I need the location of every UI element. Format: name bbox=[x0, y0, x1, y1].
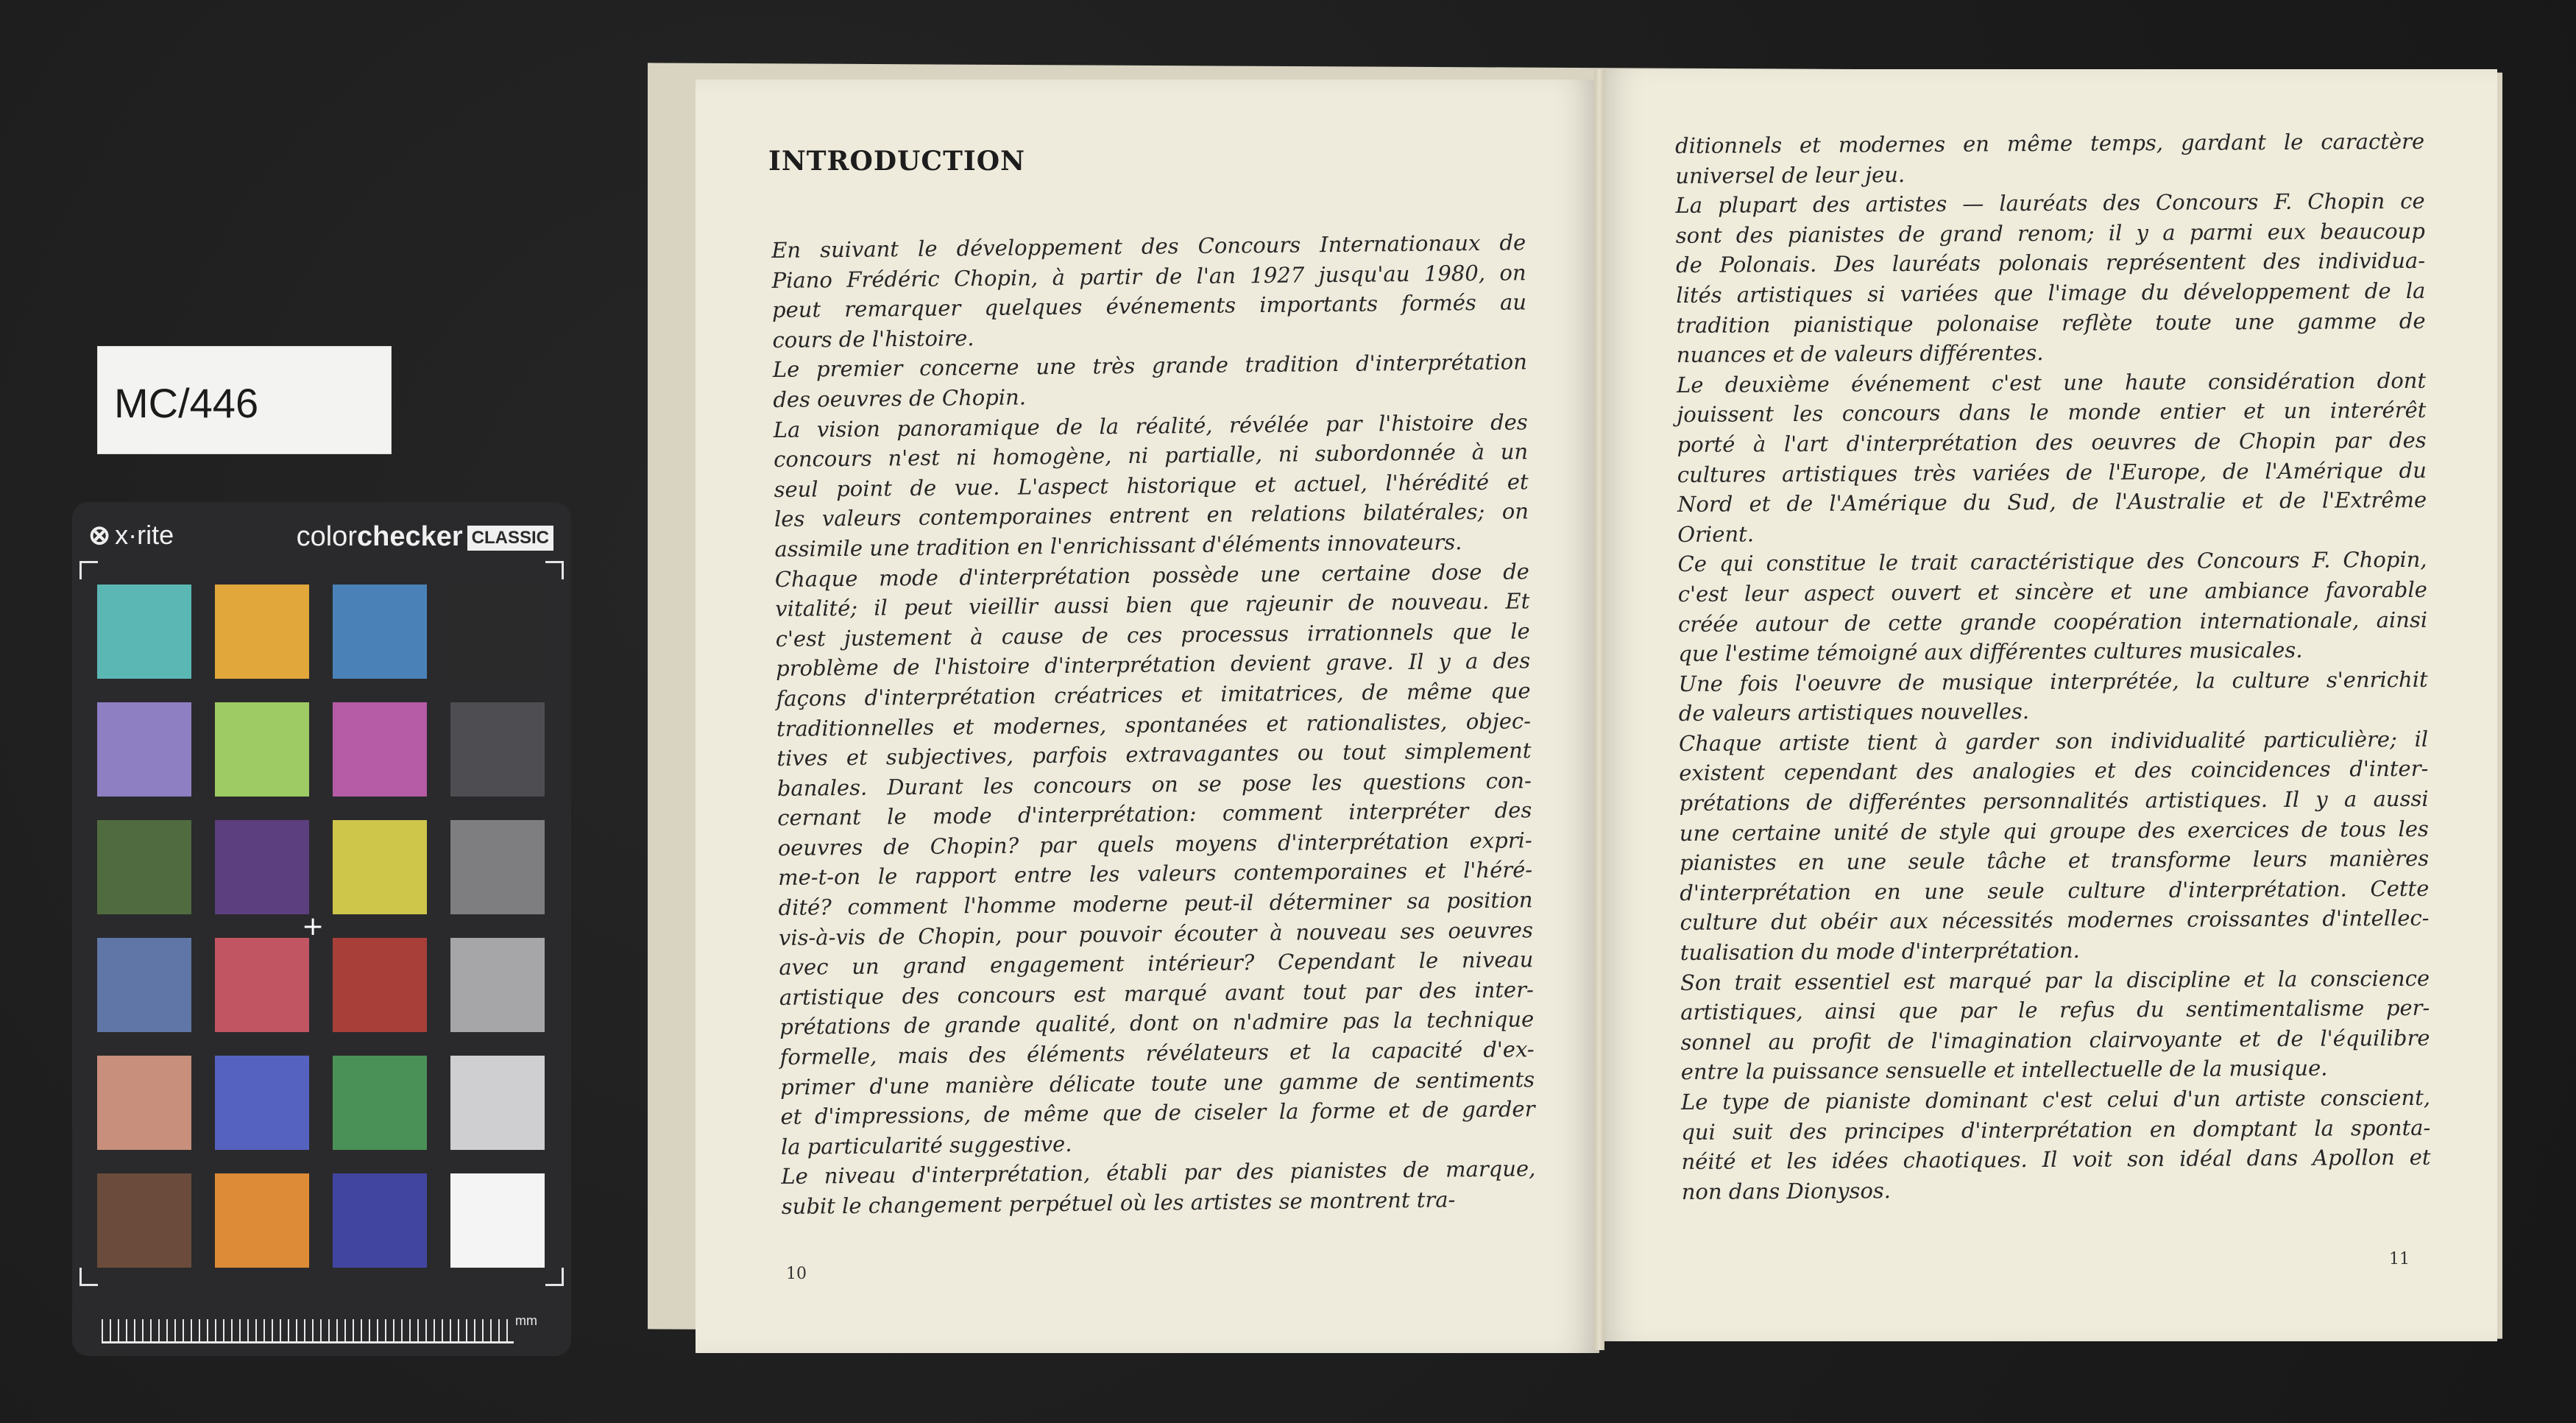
color-patch bbox=[215, 820, 309, 914]
color-patch bbox=[215, 938, 309, 1032]
right-line: c'est leur aspect ouvert et sincère et une ambiance favorable bbox=[1677, 576, 2427, 607]
right-line: Son trait essentiel est marqué par la discipline et la conscience bbox=[1680, 965, 2430, 995]
color-patch bbox=[97, 1056, 191, 1150]
right-line: culture dut obéir aux nécessités modernes croissantes d'intellec- bbox=[1680, 905, 2430, 936]
right-line: créée autour de cette grande coopération internationale, ainsi bbox=[1677, 607, 2428, 637]
color-patch bbox=[333, 702, 427, 797]
right-line: Orient. bbox=[1677, 521, 1755, 547]
right-line: de Polonais. Des lauréats polonais représentent des individua- bbox=[1676, 248, 2426, 278]
left-line: subit le changement perpétuel où les artistes se montrent tra- bbox=[781, 1187, 1456, 1219]
left-line: primer d'une manière délicate toute une gamme de sentiments bbox=[779, 1066, 1535, 1100]
right-line: que l'estime témoigné aux différentes cultures musicales. bbox=[1678, 637, 2303, 667]
color-patch bbox=[333, 938, 427, 1032]
right-line: Chaque artiste tient à garder son individualité particulière; il bbox=[1678, 726, 2429, 756]
left-line: traditionnelles et modernes, spontanées et rationalistes, objec- bbox=[776, 707, 1532, 741]
right-line: Le type de pianiste dominant c'est celui d'un artiste conscient, bbox=[1680, 1084, 2431, 1115]
color-patch bbox=[97, 1173, 191, 1268]
left-line: problème de l'histoire d'interprétation devient grave. Il y a des bbox=[775, 648, 1531, 682]
right-line: La plupart des artistes — lauréats des Concours F. Chopin ce bbox=[1675, 188, 2425, 219]
left-line: Piano Frédéric Chopin, à partir de l'an 1927 jusqu'au 1980, on bbox=[771, 259, 1526, 293]
color-patch bbox=[450, 702, 545, 797]
left-line: et d'impressions, de même que de ciseler la forme et de garder bbox=[780, 1096, 1535, 1130]
right-line: cultures artistiques très variées de l'Europe, de l'Amérique du bbox=[1677, 457, 2427, 487]
color-patch bbox=[333, 1173, 427, 1268]
left-line: tives et subjectives, parfois extravagantes ou tout simplement bbox=[776, 738, 1532, 771]
left-line: artistique des concours est marqué avant tout par des inter- bbox=[779, 977, 1534, 1010]
right-line: Nord et de l'Amérique du Sud, de l'Australie et de l'Extrême bbox=[1677, 487, 2427, 518]
colorchecker-title-light: color bbox=[296, 521, 357, 552]
left-line: des oeuvres de Chopin. bbox=[773, 384, 1027, 412]
right-line: existent cependant des analogies et des coincidences d'inter- bbox=[1679, 756, 2429, 786]
right-line: ditionnels et modernes en même temps, gardant le caractère bbox=[1675, 128, 2425, 158]
color-patch bbox=[215, 585, 309, 679]
right-line: sonnel au profit de l'imagination clairvoyante et de l'équilibre bbox=[1680, 1025, 2430, 1055]
crop-mark-top-right bbox=[545, 561, 564, 579]
crop-mark-top-left bbox=[79, 561, 98, 579]
page-heading: INTRODUCTION bbox=[768, 146, 1025, 177]
left-line: cours de l'histoire. bbox=[772, 325, 974, 353]
right-line: entre la puissance sensuelle et intellectuelle de la musique. bbox=[1680, 1056, 2328, 1085]
right-page-text bbox=[1675, 127, 2431, 1207]
left-line: vis-à-vis de Chopin, pour pouvoir écouter à nouveau ses oeuvres bbox=[778, 917, 1534, 950]
left-line: Le premier concerne une très grande tradition d'interprétation bbox=[772, 349, 1528, 383]
left-line: oeuvres de Chopin? par quels moyens d'interprétation expri- bbox=[777, 827, 1532, 861]
color-patch bbox=[97, 938, 191, 1032]
color-patch bbox=[97, 820, 191, 914]
color-patch bbox=[333, 585, 427, 679]
colorchecker-title bbox=[297, 521, 553, 553]
xrite-mark-icon: ⊗ bbox=[88, 520, 111, 550]
left-line: seul point de vue. L'aspect historique et actuel, l'hérédité et bbox=[774, 468, 1529, 502]
classic-badge: CLASSIC bbox=[467, 526, 553, 551]
left-line: avec un grand engagement intérieur? Cependant le niveau bbox=[779, 947, 1534, 981]
left-line: dité? comment l'homme moderne peut-il déterminer sa position bbox=[778, 887, 1533, 921]
right-line: porté à l'art d'interprétation des oeuvres de Chopin par des bbox=[1677, 427, 2427, 457]
left-line: La vision panoramique de la réalité, révélée par l'histoire des bbox=[773, 409, 1528, 442]
right-line: de valeurs artistiques nouvelles. bbox=[1678, 699, 2030, 727]
left-line: me-t-on le rapport entre les valeurs contemporaines et l'héré- bbox=[777, 857, 1533, 891]
left-line: formelle, mais des éléments révélateurs et la capacité d'ex- bbox=[779, 1037, 1535, 1070]
right-line: artistiques, ainsi que par le refus du sentimentalisme per- bbox=[1680, 995, 2430, 1025]
color-patch bbox=[215, 1056, 309, 1150]
left-line: En suivant le développement des Concours Internationaux de bbox=[771, 230, 1526, 263]
color-patch bbox=[450, 1056, 545, 1150]
right-line: d'interprétation en une seule culture d'interprétation. Cette bbox=[1680, 875, 2430, 905]
right-line: néité et les idées chaotiques. Il voit son idéal dans Apollon et bbox=[1681, 1144, 2431, 1175]
color-patch bbox=[97, 702, 191, 797]
mm-ruler bbox=[102, 1319, 514, 1343]
right-line: tradition pianistique polonaise reflète toute une gamme de bbox=[1676, 308, 2426, 338]
right-line: une certaine unité de style qui groupe des exercices de tous les bbox=[1679, 816, 2429, 846]
left-line: Le niveau d'interprétation, établi par des pianistes de marque, bbox=[781, 1156, 1536, 1190]
left-line: concours n'est ni homogène, ni partialle, ni subordonnée à un bbox=[774, 439, 1529, 473]
right-line: jouissent les concours dans le monde entier et un interérêt bbox=[1677, 398, 2427, 428]
right-line: Une fois l'oeuvre de musique interprétée, la culture s'enrichit bbox=[1678, 666, 2428, 696]
right-line: tualisation du mode d'interprétation. bbox=[1680, 937, 2080, 966]
color-patch bbox=[450, 585, 545, 679]
page-number-right: 11 bbox=[2389, 1250, 2410, 1268]
booklet-spine bbox=[1594, 69, 1604, 1350]
color-patch bbox=[97, 585, 191, 679]
left-line: prétations de grande qualité, dont on n'admire pas la technique bbox=[779, 1006, 1535, 1040]
color-patch bbox=[333, 1056, 427, 1150]
colorchecker-title-bold: checker bbox=[356, 521, 463, 552]
catalogue-label-text: MC/446 bbox=[114, 380, 259, 426]
left-line: banales. Durant les concours on se pose les questions con- bbox=[776, 767, 1532, 801]
left-line: les valeurs contemporaines entrent en relations bilatérales; on bbox=[774, 498, 1529, 532]
color-patch bbox=[333, 820, 427, 914]
color-patch bbox=[450, 1173, 545, 1268]
crop-mark-bottom-left bbox=[79, 1268, 98, 1286]
color-patch bbox=[215, 702, 309, 797]
left-line: peut remarquer quelques événements importants formés au bbox=[771, 289, 1527, 323]
xrite-logo bbox=[88, 520, 174, 551]
left-line: Chaque mode d'interprétation possède une certaine dose de bbox=[774, 558, 1530, 592]
left-page-text bbox=[771, 227, 1536, 1221]
right-line: non dans Dionysos. bbox=[1681, 1178, 1892, 1204]
right-line: lités artistiques si variées que l'image du développement de la bbox=[1676, 278, 2426, 308]
right-line: Le deuxième événement c'est une haute considération dont bbox=[1677, 367, 2427, 398]
right-line: qui suit des principes d'interprétation en domptant la sponta- bbox=[1681, 1115, 2431, 1145]
right-line: pianistes en une seule tâche et transforme leurs manières bbox=[1679, 846, 2430, 876]
left-line: assimile une tradition en l'enrichissant d'éléments innovateurs. bbox=[774, 529, 1462, 562]
left-line: c'est justement à cause de ces processus irrationnels que le bbox=[775, 618, 1530, 652]
xrite-brand-text: x·rite bbox=[115, 520, 174, 550]
page-number-left: 10 bbox=[786, 1265, 807, 1283]
color-patch bbox=[450, 938, 545, 1032]
left-line: la particularité suggestive. bbox=[780, 1131, 1072, 1159]
right-line: Ce qui constitue le trait caractéristique des Concours F. Chopin, bbox=[1677, 547, 2427, 577]
color-patch bbox=[215, 1173, 309, 1268]
center-cross-icon: + bbox=[302, 911, 325, 942]
right-line: nuances et de valeurs différentes. bbox=[1676, 340, 2044, 368]
right-line: prétations de differéntes personnalités artistiques. Il y a aussi bbox=[1679, 785, 2429, 816]
right-line: universel de leur jeu. bbox=[1675, 161, 1906, 188]
ruler-unit: mm bbox=[515, 1313, 537, 1328]
left-line: cernant le mode d'interprétation: comment interpréter des bbox=[777, 797, 1532, 831]
color-checker-card bbox=[72, 502, 571, 1356]
right-line: sont des pianistes de grand renom; il y a parmi eux beaucoup bbox=[1675, 218, 2425, 248]
catalogue-label bbox=[97, 346, 392, 454]
left-line: vitalité; il peut vieillir aussi bien que rajeunir de nouveau. Et bbox=[775, 588, 1530, 622]
crop-mark-bottom-right bbox=[545, 1268, 564, 1286]
left-line: façons d'interprétation créatrices et imitatrices, de même que bbox=[776, 678, 1531, 711]
color-patch bbox=[450, 820, 545, 914]
